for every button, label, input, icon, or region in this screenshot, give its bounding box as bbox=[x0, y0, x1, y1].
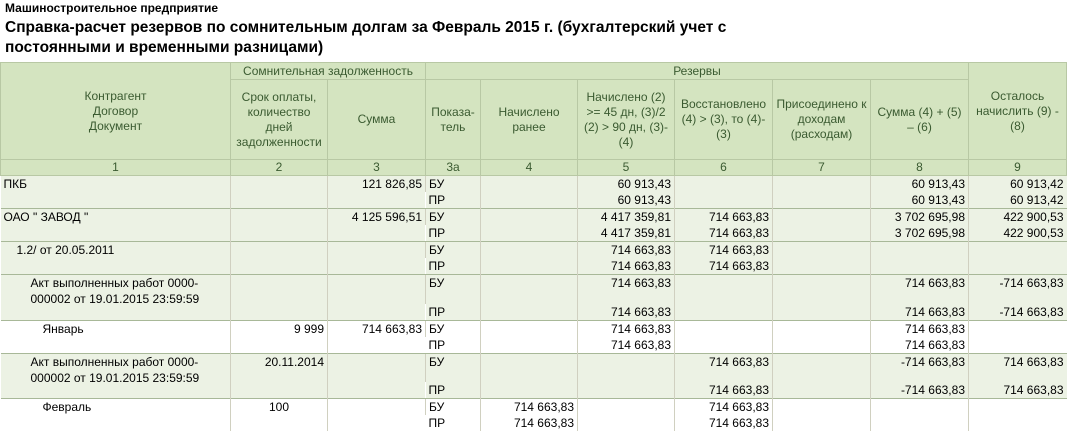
row-attached bbox=[773, 176, 871, 193]
row-accrued: 714 663,83 bbox=[578, 275, 675, 304]
row-attached bbox=[773, 320, 871, 337]
row-name: 1.2/ от 20.05.2011 bbox=[1, 242, 231, 275]
row-sum: 714 663,83 bbox=[871, 320, 969, 337]
row-accrued-earlier bbox=[481, 304, 578, 321]
row-sum bbox=[871, 242, 969, 259]
row-restored: 714 663,83 bbox=[675, 353, 773, 382]
row-remaining bbox=[969, 415, 1067, 431]
row-accrued-earlier bbox=[481, 209, 578, 226]
row-sum bbox=[871, 258, 969, 275]
row-indicator: БУ bbox=[426, 353, 481, 382]
header-reserves: Резервы bbox=[426, 63, 969, 80]
col-number: 4 bbox=[481, 160, 578, 176]
row-remaining: 60 913,42 bbox=[969, 176, 1067, 193]
row-indicator: ПР bbox=[426, 382, 481, 399]
row-indicator: БУ bbox=[426, 209, 481, 226]
row-restored bbox=[675, 320, 773, 337]
header-amount: Сумма bbox=[328, 80, 426, 160]
row-accrued: 714 663,83 bbox=[578, 242, 675, 259]
row-restored: 714 663,83 bbox=[675, 225, 773, 242]
row-term bbox=[231, 209, 328, 242]
row-sum bbox=[871, 399, 969, 416]
row-restored bbox=[675, 275, 773, 304]
row-sum: -714 663,83 bbox=[871, 382, 969, 399]
row-indicator: ПР bbox=[428, 416, 446, 430]
col-number: 5 bbox=[578, 160, 675, 176]
row-name: ПКБ bbox=[1, 176, 231, 209]
header-doubtful-debt: Сомнительная задолженность bbox=[231, 63, 426, 80]
table-row[interactable] bbox=[1, 176, 1067, 193]
row-attached bbox=[773, 275, 871, 304]
table-row[interactable] bbox=[1, 242, 1067, 259]
row-remaining: 714 663,83 bbox=[969, 382, 1067, 399]
table-row[interactable] bbox=[1, 320, 1067, 337]
reserve-table bbox=[0, 62, 1067, 431]
organization-name: Машиностроительное предприятие bbox=[5, 1, 219, 15]
row-restored: 714 663,83 bbox=[675, 382, 773, 399]
row-sum: 3 702 695,98 bbox=[871, 209, 969, 226]
col-number: 7 bbox=[773, 160, 871, 176]
row-name: Акт выполненных работ 0000-000002 от 19.01.2015 23:59:59 bbox=[1, 353, 231, 399]
row-remaining: 422 900,53 bbox=[969, 225, 1067, 242]
row-sum: 714 663,83 bbox=[871, 337, 969, 354]
header-accrued: Начислено (2) >= 45 дн, (3)/2 (2) > 90 дн, (3)-(4) bbox=[578, 80, 675, 160]
row-accrued-earlier bbox=[481, 275, 578, 304]
row-amount: 121 826,85 bbox=[328, 176, 426, 209]
row-accrued: 4 417 359,81 bbox=[578, 225, 675, 242]
row-accrued-earlier bbox=[481, 242, 578, 259]
row-sum: 714 663,83 bbox=[871, 304, 969, 321]
report-title-line2: постоянными и временными разницами) bbox=[5, 39, 324, 56]
row-attached bbox=[773, 192, 871, 209]
row-accrued-earlier bbox=[481, 258, 578, 275]
col-number: 6 bbox=[675, 160, 773, 176]
row-remaining bbox=[969, 337, 1067, 354]
row-accrued-earlier bbox=[481, 176, 578, 193]
row-indicator: ПР bbox=[428, 337, 446, 352]
row-attached bbox=[773, 415, 871, 431]
row-accrued bbox=[578, 399, 675, 416]
row-remaining bbox=[969, 242, 1067, 259]
header-indicator: Показа-тель bbox=[426, 80, 481, 160]
row-sum: 60 913,43 bbox=[871, 176, 969, 193]
row-indicator: БУ bbox=[426, 275, 481, 304]
row-sum: 60 913,43 bbox=[871, 192, 969, 209]
row-attached bbox=[773, 337, 871, 354]
row-attached bbox=[773, 399, 871, 416]
row-name: Акт выполненных работ 0000-000002 от 19.01.2015 23:59:59 bbox=[1, 275, 231, 321]
col-number: 2 bbox=[231, 160, 328, 176]
row-accrued: 4 417 359,81 bbox=[578, 209, 675, 226]
row-sum bbox=[871, 415, 969, 431]
row-accrued: 714 663,83 bbox=[578, 258, 675, 275]
row-accrued: 714 663,83 bbox=[578, 337, 675, 354]
row-attached bbox=[773, 382, 871, 399]
row-remaining: 422 900,53 bbox=[969, 209, 1067, 226]
row-term bbox=[231, 242, 328, 275]
row-accrued-earlier: 714 663,83 bbox=[481, 399, 578, 416]
row-term: 100 bbox=[231, 399, 328, 432]
row-indicator: БУ bbox=[426, 242, 481, 259]
col-number: 3а bbox=[426, 160, 481, 176]
row-term: 20.11.2014 bbox=[231, 353, 328, 399]
row-name: Февраль bbox=[1, 399, 231, 432]
header-remaining: Осталось начислить (9) - (8) bbox=[969, 63, 1067, 160]
row-amount bbox=[328, 242, 426, 275]
row-sum: 3 702 695,98 bbox=[871, 225, 969, 242]
row-accrued bbox=[578, 353, 675, 382]
row-amount: 4 125 596,51 bbox=[328, 209, 426, 242]
row-restored: 714 663,83 bbox=[675, 399, 773, 416]
row-restored bbox=[675, 304, 773, 321]
row-amount: 714 663,83 bbox=[328, 320, 426, 353]
row-sum: -714 663,83 bbox=[871, 353, 969, 382]
row-accrued bbox=[578, 382, 675, 399]
header-term: Срок оплаты, количество дней задолженности bbox=[231, 80, 328, 160]
report-title bbox=[5, 18, 805, 58]
row-term bbox=[231, 275, 328, 321]
row-indicator: ПР bbox=[426, 304, 481, 321]
row-indicator: БУ bbox=[426, 320, 481, 337]
table-row[interactable] bbox=[1, 275, 1067, 304]
row-restored bbox=[675, 176, 773, 193]
row-accrued-earlier bbox=[481, 225, 578, 242]
row-restored: 714 663,83 bbox=[675, 209, 773, 226]
row-accrued: 714 663,83 bbox=[578, 320, 675, 337]
row-remaining: 60 913,42 bbox=[969, 192, 1067, 209]
row-indicator: ПР bbox=[426, 192, 481, 209]
row-accrued-earlier: 714 663,83 bbox=[481, 415, 578, 431]
row-remaining bbox=[969, 320, 1067, 337]
header-accrued-earlier: Начислено ранее bbox=[481, 80, 578, 160]
row-accrued-earlier bbox=[481, 382, 578, 399]
row-restored: 714 663,83 bbox=[675, 415, 773, 431]
report-title-line1: Справка-расчет резервов по сомнительным долгам за Февраль 2015 г. (бухгалтерский учет с bbox=[5, 19, 727, 36]
row-remaining: -714 663,83 bbox=[969, 275, 1067, 304]
row-indicator: ПР bbox=[426, 225, 481, 242]
row-restored bbox=[675, 192, 773, 209]
header-attached: Присоединено к доходам (расходам) bbox=[773, 80, 871, 160]
col-number: 1 bbox=[1, 160, 231, 176]
row-accrued-earlier bbox=[481, 320, 578, 337]
table-row[interactable] bbox=[1, 399, 1067, 416]
row-indicator: БУ bbox=[426, 399, 481, 416]
row-remaining: -714 663,83 bbox=[969, 304, 1067, 321]
col-number: 8 bbox=[871, 160, 969, 176]
row-accrued bbox=[578, 415, 675, 431]
row-amount bbox=[328, 399, 426, 432]
row-accrued: 60 913,43 bbox=[578, 192, 675, 209]
row-attached bbox=[773, 258, 871, 275]
row-amount bbox=[328, 353, 426, 399]
row-term: 9 999 bbox=[231, 320, 328, 353]
col-number: 9 bbox=[969, 160, 1067, 176]
row-term bbox=[231, 176, 328, 209]
col-number: 3 bbox=[328, 160, 426, 176]
table-row[interactable] bbox=[1, 209, 1067, 226]
row-amount bbox=[328, 275, 426, 321]
header-sum: Сумма (4) + (5) – (6) bbox=[871, 80, 969, 160]
row-accrued-earlier bbox=[481, 192, 578, 209]
row-name: ОАО " ЗАВОД " bbox=[1, 209, 231, 242]
row-restored: 714 663,83 bbox=[675, 242, 773, 259]
row-sum: 714 663,83 bbox=[871, 275, 969, 304]
row-accrued-earlier bbox=[481, 353, 578, 382]
row-attached bbox=[773, 353, 871, 382]
row-accrued-earlier bbox=[481, 337, 578, 354]
row-indicator: ПР bbox=[426, 258, 481, 275]
row-attached bbox=[773, 209, 871, 226]
table-row[interactable] bbox=[1, 353, 1067, 382]
header-restored: Восстановлено (4) > (3), то (4)-(3) bbox=[675, 80, 773, 160]
header-contractor: Контрагент Договор Документ bbox=[1, 63, 231, 160]
row-accrued: 714 663,83 bbox=[578, 304, 675, 321]
row-remaining bbox=[969, 399, 1067, 416]
row-attached bbox=[773, 242, 871, 259]
row-restored: 714 663,83 bbox=[675, 258, 773, 275]
row-remaining bbox=[969, 258, 1067, 275]
row-accrued: 60 913,43 bbox=[578, 176, 675, 193]
row-name: Январь bbox=[1, 320, 231, 353]
row-indicator: БУ bbox=[426, 176, 481, 193]
row-attached bbox=[773, 225, 871, 242]
row-restored bbox=[675, 337, 773, 354]
row-attached bbox=[773, 304, 871, 321]
row-remaining: 714 663,83 bbox=[969, 353, 1067, 382]
